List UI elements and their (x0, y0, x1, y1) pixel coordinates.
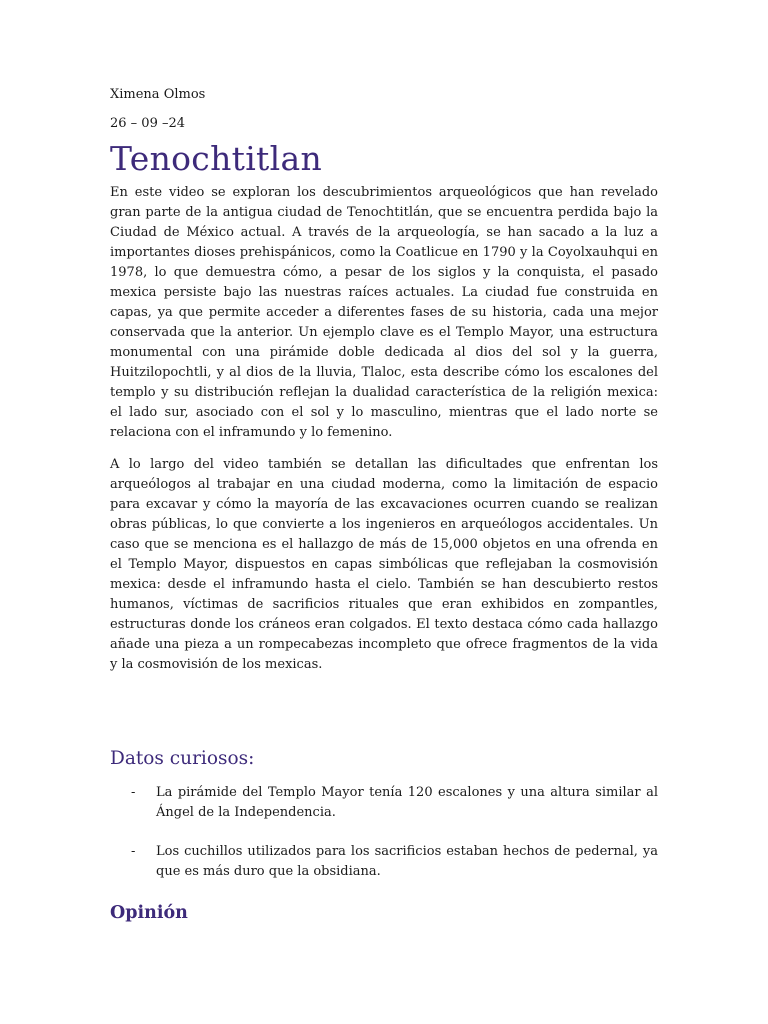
paragraph-1: En este video se exploran los descubrimientos arqueológicos que han revelado gran parte de la antigua ciudad de Tenochtitlán, que se encuentra perdida bajo la Ciudad de México actual. A través de la arqueología, se han sacado a la luz a importantes dioses prehispánicos, como la Coatlicue en 1790 y la Coyolxauhqui en 1978, lo que demuestra cómo, a pesar de los siglos y la conquista, el pasado mexica persiste bajo las nuestras raíces actuales. La ciudad fue construida en capas, ya que permite acceder a diferentes fases de su historia, cada una mejor conservada que la anterior. Un ejemplo clave es el Templo Mayor, una estructura monumental con una pirámide doble dedicada al dios del sol y la guerra, Huitzilopochtli, y al dios de la lluvia, Tlaloc, esta describe cómo los escalones del templo y su distribución reflejan la dualidad característica de la religión mexica: el lado sur, asociado con el sol y lo masculino, mientras que el lado norte se relaciona con el inframundo y lo femenino. (110, 185, 658, 440)
list-item-text: Los cuchillos utilizados para los sacrificios estaban hechos de pedernal, ya que es más duro que la obsidiana. (156, 844, 658, 879)
datos-curiosos-heading: Datos curiosos: (110, 748, 255, 769)
author-name: Ximena Olmos (110, 87, 206, 102)
list-item (110, 842, 658, 882)
bullet-marker: - (131, 844, 136, 859)
paragraph-2: A lo largo del video también se detallan las dificultades que enfrentan los arqueólogos al trabajar en una ciudad moderna, como la limitación de espacio para excavar y cómo la mayoría de las excavaciones ocurren cuando se realizan obras públicas, lo que convierte a los ingenieros en arqueólogos accidentales. Un caso que se menciona es el hallazgo de más de 15,000 objetos en una ofrenda en el Templo Mayor, dispuestos en capas simbólicas que reflejaban la cosmovisión mexica: desde el inframundo hasta el cielo. También se han descubierto restos humanos, víctimas de sacrificios rituales que eran exhibidos en zompantles, estructuras donde los cráneos eran colgados. El texto destaca cómo cada hallazgo añade una pieza a un rompecabezas incompleto que ofrece fragmentos de la vida y la cosmovisión de los mexicas. (110, 457, 658, 672)
bullet-marker: - (131, 785, 136, 800)
datos-curiosos-list (110, 783, 658, 882)
opinion-heading: Opinión (110, 903, 188, 923)
document-title: Tenochtitlan (110, 139, 322, 178)
list-item (110, 783, 658, 823)
document-date: 26 – 09 –24 (110, 116, 186, 131)
list-item-text: La pirámide del Templo Mayor tenía 120 escalones y una altura similar al Ángel de la Independencia. (156, 785, 658, 820)
document-body (110, 86, 658, 925)
